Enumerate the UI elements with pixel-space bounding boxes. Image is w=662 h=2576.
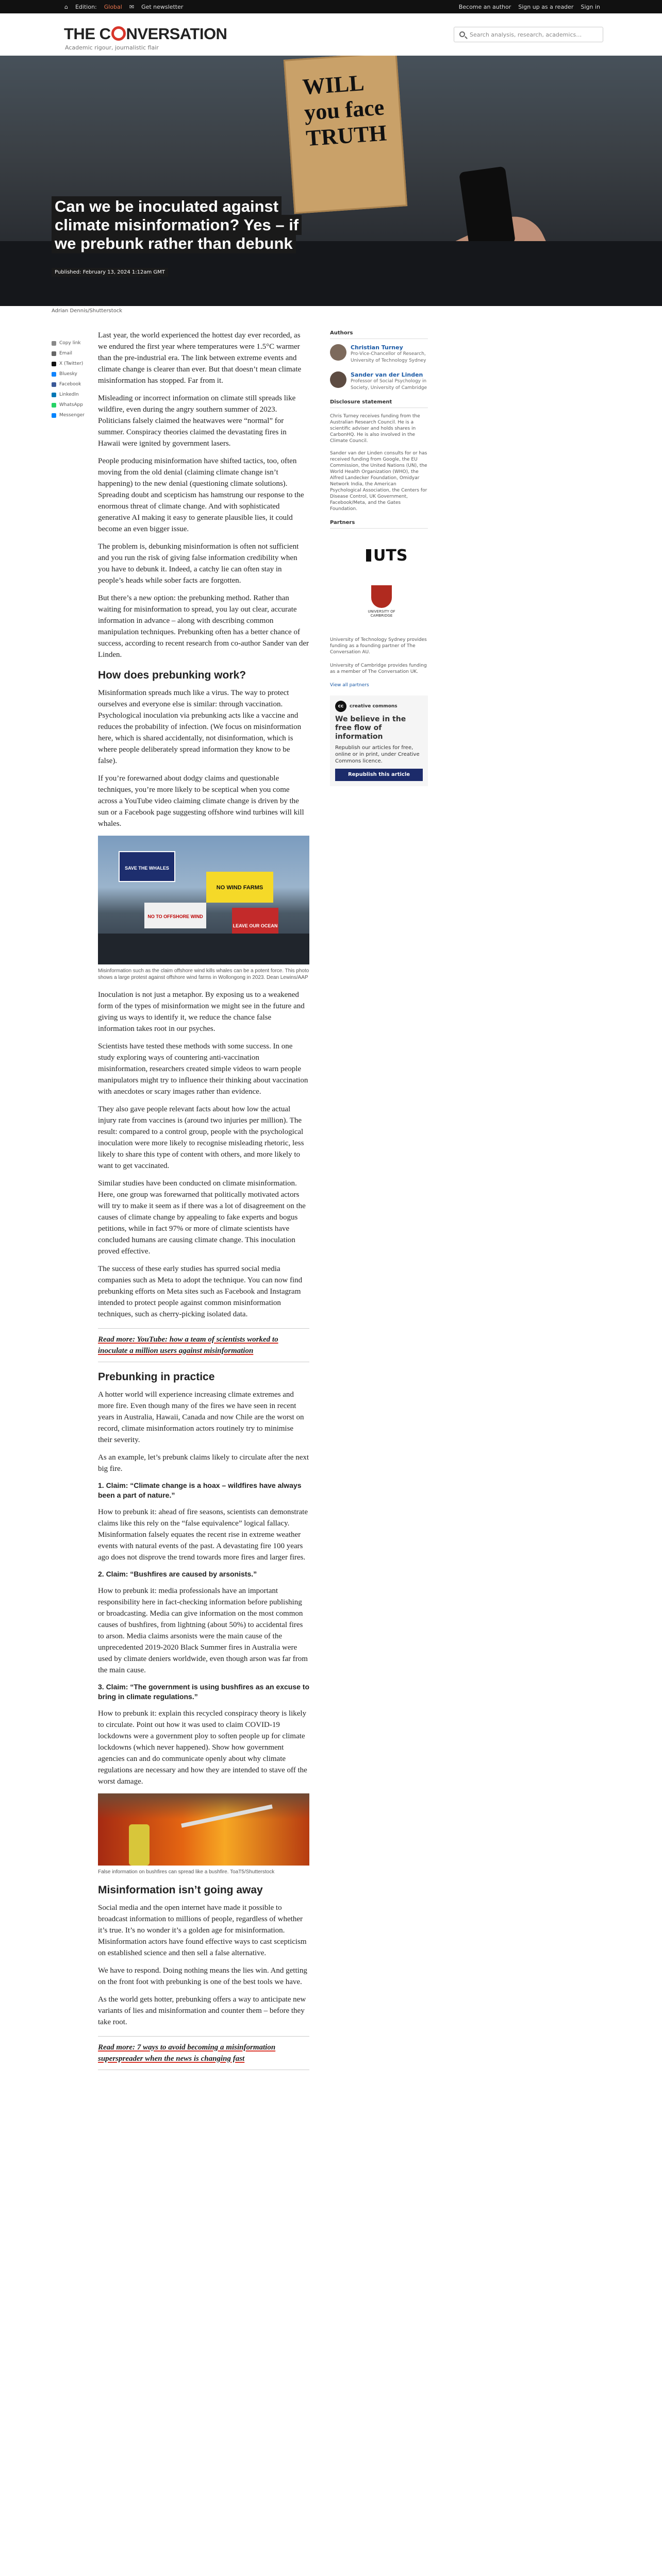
view-all-partners-link[interactable]: View all partners [330, 683, 369, 688]
section-heading: How does prebunking work? [98, 669, 246, 681]
banner-text: NO WIND FARMS [206, 872, 273, 903]
paragraph: The problem is, debunking misinformation is often not sufficient and you run the risk of giving false information credibility when you have to debunk it. Indeed, a catchy lie can often stay in people’s heads while sober facts are forgotten. [98, 543, 299, 585]
top-bar [0, 0, 662, 13]
banner-text: NO TO OFFSHORE WIND [144, 903, 206, 928]
paragraph: Misleading or incorrect information on climate still spreads like wildfire, even during the angry southern summer of 2023. Politicians falsely claimed the heatwaves were “normal” for summer. Conspiracy theories claimed the devastating fires in Hawaii were ignited by government lasers. [98, 394, 296, 448]
bluesky-icon [52, 372, 56, 377]
search-icon [459, 31, 465, 37]
share-copy-link[interactable]: Copy link [52, 338, 98, 348]
paragraph: How to prebunk it: ahead of fire seasons, scientists can demonstrate claims like this rely on the “false equivalence” logical fallacy. Misinformation falsely equates the recent rise in extreme weather events with natural events of the past. A devastating fire 100 years ago does not disprove the trend towards more fires and larger fires. [98, 1508, 308, 1562]
paragraph: Social media and the open internet have made it possible to broadcast information to millions of people, regardless of whether it’s true. It’s no wonder it’s a golden age for misinformation. Misinformation actors have found effective ways to cast scepticism on established science and then sell a false alternative. [98, 1904, 307, 1957]
paragraph: Scientists have tested these methods with some success. In one study exploring ways of countering anti-vaccination misinformation, researchers created simple videos to warn people manipulators might try to influence their thinking about vaccination with anecdotes or scary images rather than evidence. [98, 1042, 308, 1096]
author-role: Professor of Social Psychology in Society, University of Cambridge [351, 379, 427, 391]
paragraph: As an example, let’s prebunk claims likely to circulate after the next big fire. [98, 1453, 309, 1473]
search-input[interactable]: Search analysis, research, academics… [454, 27, 603, 42]
disclosure-text: Chris Turney receives funding from the Australian Research Council. He is a scientific adviser and holds shares in CarbonHQ. He is also involved in the Climate Council. Sander van der Linden consults for or has received funding from Google, the EU Commission, the United Nations (UN), the World Health Organization (WHO), the Alfred Landecker Foundation, Omidyar Network India, the American Psychological Association, the Centers for Disease Control, UK Government, Facebook/Meta, and the Gates Foundation. [330, 414, 427, 512]
masthead [0, 13, 662, 56]
article-title: Can we be inoculated against climate misinformation? Yes – if we prebunk rather than debunk [52, 197, 309, 253]
share-twitter[interactable]: X (Twitter) [52, 359, 98, 369]
author-card[interactable] [330, 344, 428, 364]
published-date: Published: February 13, 2024 1:12am GMT [52, 268, 168, 277]
section-heading: Misinformation isn’t going away [98, 1884, 263, 1896]
email-icon [52, 351, 56, 356]
crest-icon [371, 585, 392, 608]
paragraph: They also gave people relevant facts about how low the actual injury rate from vaccines is (around two injuries per million). The result: compared to a control group, people with the psychological inoculation were more likely to recognise misleading rhetoric, less likely to share this type of content with others, and more likely to want to get vaccinated. [98, 1105, 304, 1170]
creative-commons-icon: cc [335, 701, 346, 712]
paragraph: If you’re forewarned about dodgy claims and questionable techniques, you’re more likely to be sceptical when you come across a YouTube video claiming climate change is driven by the sun or a Facebook page suggesting offshore wind turbines will kill whales. [98, 774, 304, 828]
author-role: Pro-Vice-Chancellor of Research, University of Technology Sydney [351, 351, 426, 363]
share-bluesky[interactable]: Bluesky [52, 369, 98, 379]
share-messenger[interactable]: Messenger [52, 410, 98, 420]
partner-text: University of Technology Sydney provides funding as a founding partner of The Conversation AU. [330, 637, 427, 655]
author-name[interactable]: Sander van der Linden [351, 371, 423, 378]
author-card[interactable] [330, 371, 428, 392]
republish-box: cc creative commons We believe in the free flow of information Republish our articles for free, online or in print, under Creative Commons licence. Republish this article [330, 696, 428, 786]
become-author-link[interactable]: Become an author [458, 4, 511, 10]
paragraph: The success of these early studies has spurred social media companies such as Meta to adopt the technique. You can now find prebunking efforts on Meta sites such as Facebook and Instagram intended to protect people against common misinformation techniques, such as cherry-picking isolated data. [98, 1265, 303, 1318]
claim-heading: 2. Claim: “Bushfires are caused by arsonists.” [98, 1570, 257, 1578]
republish-heading: We believe in the free flow of information [335, 715, 406, 741]
edition-label: Edition: [75, 4, 97, 10]
x-icon [52, 362, 56, 366]
paragraph: People producing misinformation have shifted tactics, too, often moving from the old denial (claiming climate change isn’t happening) to the new denial (questioning climate solutions). Spreading doubt and scepticism has hamstrung our response to the enormous threat of climate change. And with sophisticated generative AI making it easy to generate plausible lies, it could become an even bigger issue. [98, 457, 304, 533]
author-name[interactable]: Christian Turney [351, 344, 403, 351]
hero-credit: Adrian Dennis/Shutterstock [52, 308, 123, 314]
sign-up-link[interactable]: Sign up as a reader [518, 4, 574, 10]
paragraph: How to prebunk it: explain this recycled conspiracy theory is likely to circulate. Point out how it was used to claim COVID-19 lockdowns were a government ploy to soften people up for climate lockdowns (which never happened). Show how government agencies can and do communicate openly about why climate regulations are necessary and how they are intended to stave off the worst damage. [98, 1709, 307, 1786]
paragraph: Similar studies have been conducted on climate misinformation. Here, one group was forewarned that politically motivated actors will try to make it seem as if there was a lot of disagreement on the causes of climate change by appealing to fake experts and bogus petitions, while in fact 97% or more of climate scientists have concluded humans are causing climate change. This inoculation proved effective. [98, 1179, 306, 1256]
partner-text: University of Cambridge provides funding as a member of The Conversation UK. [330, 663, 427, 674]
paragraph: Misinformation spreads much like a virus. The way to protect ourselves and everyone else is similar: through vaccination. Psychological inoculation via prebunking acts like a vaccine and reduces the probability of infection. (We focus on misinformation here, which is shared accidentally, not disinformation, which is where people deliberately spread information they know to be false). [98, 689, 302, 765]
banner-text: LEAVE OUR OCEAN [232, 908, 278, 944]
banner-text: SAVE THE WHALES [119, 851, 175, 882]
image-caption: Misinformation such as the claim offshore wind kills whales can be a potent force. This photo shows a large protest against offshore wind farms in Wollongong in 2023. Dean Lewins/AAP [98, 968, 309, 980]
paragraph: We have to respond. Doing nothing means the lies win. And getting on the front foot with prebunking is one of the best tools we have. [98, 1967, 307, 1986]
messenger-icon [52, 413, 56, 418]
edition-select[interactable]: Global [104, 4, 122, 10]
paragraph: How to prebunk it: media professionals have an important responsibility here in fact-checking information before publishing or broadcasting. Media can give information on the most common causes of bushfires, from lightning (about 50%) to accidental fires to arson. Media claims arsonists were the main cause of the unprecedented 2019-2020 Black Summer fires in Australia were used by climate deniers worldwide, even though arson was far from the main cause. [98, 1587, 308, 1674]
whatsapp-icon [52, 403, 56, 408]
claim-heading: 3. Claim: “The government is using bushfires as an excuse to bring in climate regulations.” [98, 1683, 309, 1701]
sidebar [330, 330, 428, 786]
site-logo[interactable]: THE C NVERSATION [64, 25, 227, 43]
image-caption: False information on bushfires can spread like a bushfire. ToaT5/Shutterstock [98, 1869, 275, 1875]
share-list [52, 338, 98, 420]
paragraph: Inoculation is not just a metaphor. By exposing us to a weakened form of the types of misinformation we might see in the future and giving us ways to identify it, we reduce the chance false information takes root in our psyches. [98, 991, 305, 1033]
disclosure-heading: Disclosure statement [330, 399, 428, 408]
paragraph: As the world gets hotter, prebunking offers a way to anticipate new variants of lies and misinformation and counter them – before they take root. [98, 1995, 306, 2026]
tagline: Academic rigour, journalistic flair [65, 44, 159, 51]
partner-logo-uts[interactable]: UTS [330, 534, 428, 580]
share-facebook[interactable]: Facebook [52, 379, 98, 389]
paragraph: A hotter world will experience increasing climate extremes and more fire. Even though many of the fires we have seen in recent years in Australia, Hawaii, Canada and now Chile are the worst on record, climate misinformation actors routinely try to minimise their severity. [98, 1391, 304, 1444]
sign-in-link[interactable]: Sign in [581, 4, 600, 10]
protest-photo[interactable] [98, 836, 309, 964]
avatar [330, 371, 346, 388]
republish-text: Republish our articles for free, online or in print, under Creative Commons licence. [335, 745, 420, 764]
section-heading: Prebunking in practice [98, 1371, 215, 1383]
bushfire-photo[interactable] [98, 1793, 309, 1866]
linkedin-icon [52, 393, 56, 397]
avatar [330, 344, 346, 361]
link-icon [52, 341, 56, 346]
share-linkedin[interactable]: LinkedIn [52, 389, 98, 400]
paragraph: Last year, the world experienced the hottest day ever recorded, as we endured the first year where temperatures were 1.5°C warmer than the pre-industrial era. The link between extreme events and climate change is clearer than ever. But that doesn’t mean climate misinformation has stopped. Far from it. [98, 331, 302, 385]
partner-logo-cambridge[interactable]: UNIVERSITY OF CAMBRIDGE [330, 585, 428, 632]
read-more-link[interactable]: Read more: YouTube: how a team of scientists worked to inoculate a million users against misinformation [98, 1328, 309, 1362]
facebook-icon [52, 382, 56, 387]
article-body [98, 330, 309, 2078]
republish-button[interactable]: Republish this article [335, 769, 423, 781]
share-whatsapp[interactable]: WhatsApp [52, 400, 98, 410]
claim-heading: 1. Claim: “Climate change is a hoax – wildfires have always been a part of nature.” [98, 1481, 302, 1499]
get-newsletter-link[interactable]: Get newsletter [141, 4, 184, 10]
paragraph: But there’s a new option: the prebunking method. Rather than waiting for misinformation to spread, you lay out clear, accurate information in advance – along with describing common manipulation techniques. Prebunking often has a better chance of success, according to recent research from co-author Sander van der Linden. [98, 594, 309, 659]
partners-heading: Partners [330, 519, 428, 529]
read-more-link[interactable]: Read more: 7 ways to avoid becoming a misinformation superspreader when the news is changing fast [98, 2036, 309, 2070]
authors-heading: Authors [330, 330, 428, 339]
protest-sign-text: WILL you face TRUTH [301, 70, 388, 151]
newsletter-icon: ✉ [129, 4, 135, 10]
share-email[interactable]: Email [52, 348, 98, 359]
home-icon[interactable]: ⌂ [64, 4, 68, 10]
